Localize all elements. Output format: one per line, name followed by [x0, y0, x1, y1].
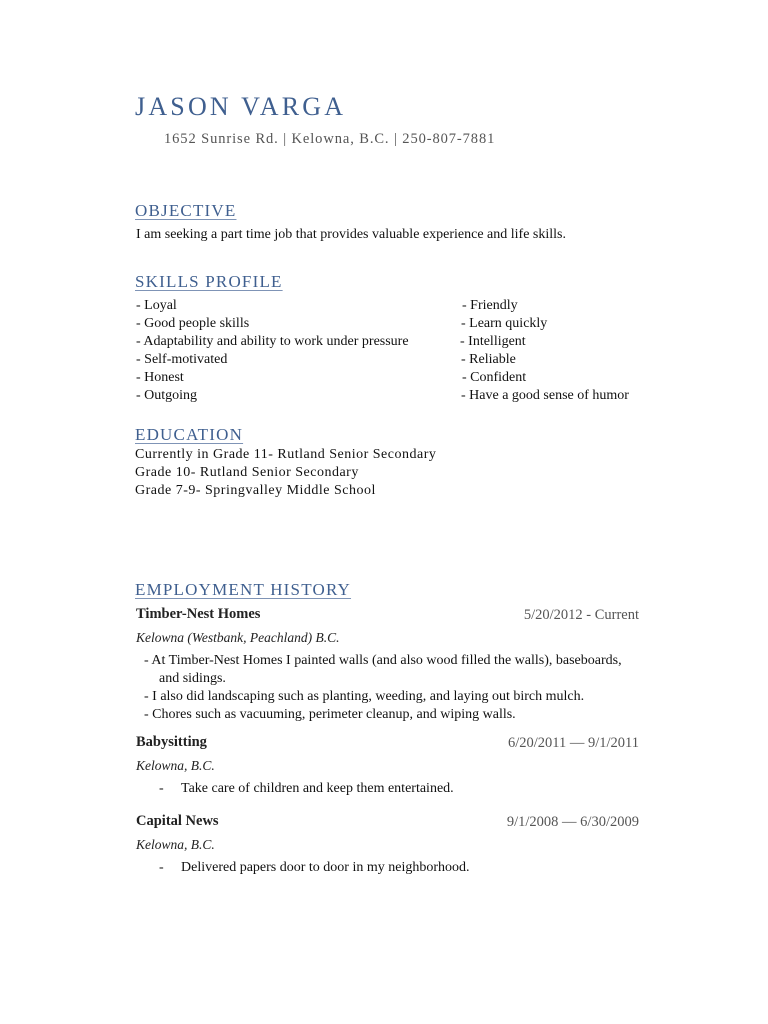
- education-heading: EDUCATION: [135, 425, 244, 444]
- resume-name: JASON VARGA: [135, 92, 347, 121]
- skill-item: - Self-motivated: [136, 352, 228, 367]
- job-date: 6/20/2011 — 9/1/2011: [507, 735, 639, 751]
- skill-item: - Loyal: [136, 298, 177, 313]
- job-date: 9/1/2008 — 6/30/2009: [506, 814, 639, 830]
- job-bullet-dash: -: [159, 860, 164, 875]
- job-bullet: Take care of children and keep them entertained.: [181, 781, 454, 796]
- job-bullet: and sidings.: [159, 671, 226, 686]
- skill-item: - Outgoing: [136, 388, 198, 403]
- job-bullet-dash: -: [159, 781, 164, 796]
- education-line: Currently in Grade 11- Rutland Senior Secondary: [135, 447, 437, 462]
- education-line: Grade 7-9- Springvalley Middle School: [135, 483, 376, 498]
- job-title: Timber-Nest Homes: [136, 606, 261, 622]
- job-title: Babysitting: [136, 734, 207, 750]
- skill-item: - Friendly: [462, 298, 518, 313]
- job-bullet: - I also did landscaping such as planting, weeding, and laying out birch mulch.: [144, 689, 585, 704]
- skill-item: - Intelligent: [460, 334, 526, 349]
- job-location: Kelowna, B.C.: [136, 837, 215, 852]
- objective-text: I am seeking a part time job that provides valuable experience and life skills.: [136, 227, 566, 242]
- job-location: Kelowna (Westbank, Peachland) B.C.: [136, 630, 340, 645]
- skill-item: - Confident: [462, 370, 527, 385]
- skill-item: - Adaptability and ability to work under pressure: [136, 334, 409, 349]
- skill-item: - Have a good sense of humor: [461, 388, 629, 403]
- employment-heading: EMPLOYMENT HISTORY: [135, 580, 352, 599]
- education-line: Grade 10- Rutland Senior Secondary: [135, 465, 359, 480]
- skill-item: - Good people skills: [136, 316, 250, 331]
- skill-item: - Reliable: [461, 352, 516, 367]
- job-bullet: Delivered papers door to door in my neighborhood.: [181, 860, 470, 875]
- job-location: Kelowna, B.C.: [136, 758, 215, 773]
- skill-item: - Honest: [136, 370, 184, 385]
- skills-heading: SKILLS PROFILE: [135, 272, 283, 291]
- objective-heading: OBJECTIVE: [135, 201, 237, 220]
- job-title: Capital News: [136, 813, 219, 829]
- job-bullet: - At Timber-Nest Homes I painted walls (and also wood filled the walls), baseboards,: [144, 653, 622, 668]
- skill-item: - Learn quickly: [461, 316, 548, 331]
- job-bullet: - Chores such as vacuuming, perimeter cleanup, and wiping walls.: [144, 707, 516, 722]
- contact-info: 1652 Sunrise Rd. | Kelowna, B.C. | 250-807-7881: [164, 131, 496, 147]
- job-date: 5/20/2012 - Current: [523, 607, 639, 623]
